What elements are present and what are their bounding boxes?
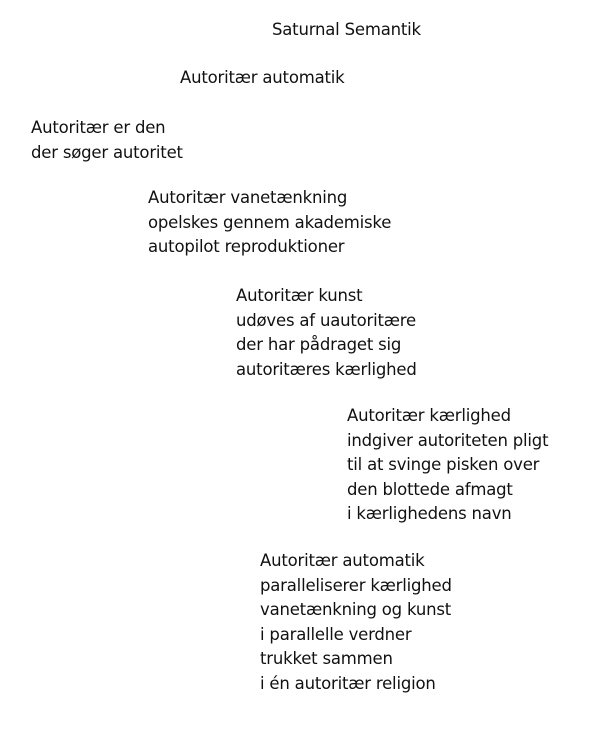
- stanza-line: i parallelle verdner: [260, 624, 412, 644]
- subtitle-text: Autoritær automatik: [180, 68, 345, 87]
- stanza-line: autopilot reproduktioner: [148, 237, 345, 256]
- stanza-line: opelskes gennem akademiske: [148, 212, 392, 232]
- stanza-line: Autoritær er den: [31, 118, 166, 137]
- stanza-line: i én autoritær religion: [260, 673, 436, 693]
- title-text: Saturnal Semantik: [272, 20, 421, 39]
- stanza-4: [347, 404, 548, 527]
- stanza-line: autoritæres kærlighed: [236, 359, 417, 379]
- stanza-line: i kærlighedens navn: [347, 504, 512, 523]
- stanza-line: den blottede afmagt: [347, 479, 513, 499]
- stanza-1: [31, 116, 183, 165]
- stanza-line: indgiver autoriteten pligt: [347, 430, 549, 450]
- stanza-2: [148, 186, 391, 260]
- stanza-line: Autoritær automatik: [260, 551, 425, 570]
- stanza-line: trukket sammen: [260, 649, 393, 668]
- poem-title: [272, 18, 421, 43]
- stanza-line: Autoritær kærlighed: [347, 406, 511, 425]
- stanza-line: Autoritær kunst: [236, 286, 363, 305]
- stanza-5: [260, 549, 452, 696]
- stanza-line: til at svinge pisken over: [347, 455, 540, 474]
- stanza-line: der har pådraget sig: [236, 335, 402, 354]
- stanza-line: vanetænkning og kunst: [260, 600, 452, 619]
- stanza-line: udøves af uautoritære: [236, 310, 416, 330]
- stanza-3: [236, 284, 417, 382]
- stanza-line: paralleliserer kærlighed: [260, 575, 452, 595]
- stanza-line: der søger autoritet: [31, 142, 183, 162]
- poem-subtitle: [180, 66, 345, 91]
- stanza-line: Autoritær vanetænkning: [148, 188, 348, 207]
